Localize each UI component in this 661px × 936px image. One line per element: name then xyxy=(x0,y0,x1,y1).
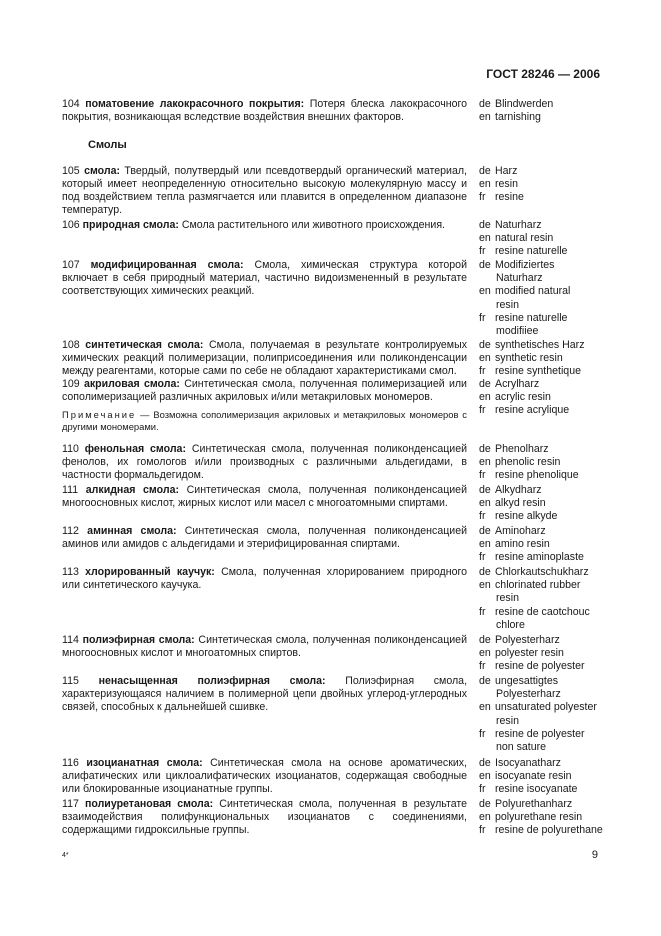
term-definition: Синтетическая смола, полученная поликонденсацией аминов или амидов с альдегидами и этерифицированная спиртами. xyxy=(62,525,468,550)
lang-code: en xyxy=(479,579,491,592)
note xyxy=(62,409,467,433)
translation-text: chlorinated rubber xyxy=(495,579,581,592)
translation-text: Aminoharz xyxy=(495,525,546,537)
translation-block xyxy=(479,634,629,674)
translation-text: synthetic resin xyxy=(495,352,563,365)
term-entry xyxy=(62,757,467,796)
term-entry xyxy=(62,484,467,510)
term-entry xyxy=(62,165,467,217)
translation-text: resine alkyde xyxy=(495,510,558,523)
translation-text: amino resin xyxy=(495,538,550,551)
translation-text: Acrylharz xyxy=(495,378,540,390)
term-number: 116 xyxy=(62,757,79,769)
translation-text: phenolic resin xyxy=(495,456,561,469)
translation-continuation: Polyesterharz xyxy=(496,688,561,701)
translation-text: Chlorkautschukharz xyxy=(495,566,589,578)
term-number: 110 xyxy=(62,443,79,455)
section-title: Смолы xyxy=(88,139,127,151)
term-number: 112 xyxy=(62,525,79,537)
lang-code: en xyxy=(479,285,491,298)
footer-mark: 4* xyxy=(62,852,69,859)
term-name: полиэфирная смола: xyxy=(82,634,195,646)
translation-text: Polyesterharz xyxy=(495,634,560,646)
term-definition: Синтетическая смола, полученная полимеризацией или сополимеризацией различных акриловых и/или метакриловых мономеров. xyxy=(62,378,467,403)
lang-code: en xyxy=(479,647,491,660)
translation-text: Isocyanatharz xyxy=(495,757,561,769)
translation-block xyxy=(479,566,629,632)
term-definition: Синтетическая смола, полученная поликонденсацией многоосновных кислот, жирных кислот или масел с многоатомными спиртами. xyxy=(62,484,467,509)
term-number: 111 xyxy=(62,484,79,496)
translation-text: resine naturelle xyxy=(495,245,568,258)
lang-code: en xyxy=(479,391,491,404)
lang-code: de xyxy=(479,378,491,390)
translation-text: resine de polyester xyxy=(495,727,585,740)
lang-code: fr xyxy=(479,245,486,258)
lang-code: fr xyxy=(479,311,486,324)
translation-text: tarnishing xyxy=(495,111,541,124)
translation-continuation: non sature xyxy=(496,741,547,754)
term-definition: Потеря блеска лакокрасочного покрытия, возникающая вследствие воздействия внешних факторов. xyxy=(62,98,467,123)
translation-continuation: modifiiee xyxy=(496,325,539,338)
term-entry xyxy=(62,443,467,482)
translation-block xyxy=(479,378,629,418)
translation-text: resine isocyanate xyxy=(495,783,578,796)
translation-text: Polyurethanharz xyxy=(495,798,573,810)
translation-text: Harz xyxy=(495,165,518,177)
lang-code: en xyxy=(479,352,491,365)
lang-code: fr xyxy=(479,404,486,417)
translation-block xyxy=(479,798,629,838)
term-number: 106 xyxy=(62,219,80,231)
translation-text: resine phenolique xyxy=(495,469,579,482)
translation-block xyxy=(479,219,629,259)
translation-continuation: chlore xyxy=(496,618,525,631)
translation-block xyxy=(479,339,629,379)
lang-code: de xyxy=(479,165,491,177)
translation-text: resine synthetique xyxy=(495,365,581,378)
term-definition: Синтетическая смола, полученная поликонденсацией многоосновных кислот и многоатомных спиртов. xyxy=(62,634,467,659)
lang-code: fr xyxy=(479,605,486,618)
lang-code: fr xyxy=(479,469,486,482)
term-entry xyxy=(62,566,467,592)
lang-code: de xyxy=(479,98,491,110)
translation-block xyxy=(479,165,629,205)
lang-code: fr xyxy=(479,824,486,837)
translation-continuation: Naturharz xyxy=(496,272,543,285)
translation-block xyxy=(479,259,629,338)
term-entry xyxy=(62,98,467,124)
term-entry xyxy=(62,525,467,551)
translation-text: resine aminoplaste xyxy=(495,551,584,564)
translation-text: modified natural xyxy=(495,285,571,298)
note-label: Примечание xyxy=(62,409,137,420)
translation-block xyxy=(479,757,629,797)
term-name: изоцианатная смола: xyxy=(86,757,203,769)
translation-text: resin xyxy=(495,178,518,191)
term-name: модифицированная смола: xyxy=(90,259,244,271)
lang-code: fr xyxy=(479,551,486,564)
term-definition: Смола, получаемая в результате контролируемых химических реакций полимеризации, полиприсоединения или поликонденсации между реагентами, которые сами по себе не обладают характеристиками смол. xyxy=(62,339,467,377)
translation-block xyxy=(479,443,629,483)
lang-code: de xyxy=(479,634,491,646)
term-entry xyxy=(62,259,467,298)
term-name: аминная смола: xyxy=(87,525,177,537)
translation-text: Modifiziertes xyxy=(495,259,555,271)
lang-code: en xyxy=(479,811,491,824)
translation-text: resine de caotchouc xyxy=(495,605,590,618)
translation-block xyxy=(479,98,629,124)
term-name: природная смола: xyxy=(82,219,179,231)
translation-text: alkyd resin xyxy=(495,497,546,510)
translation-continuation: resin xyxy=(496,714,519,727)
term-definition: Твердый, полутвердый или псевдотвердый органический материал, который имеет неопределенную относительно высокую молекулярную массу и под воздействием тепла размягчается или плавится в определенном диапазоне температур. xyxy=(62,165,467,216)
term-name: акриловая смола: xyxy=(83,378,180,390)
lang-code: de xyxy=(479,798,491,810)
translation-text: polyurethane resin xyxy=(495,811,583,824)
term-definition: Синтетическая смола, полученная поликонденсацией фенолов, их гомологов и/или производных с различными альдегидами, в частности формальдегидом. xyxy=(62,443,468,481)
term-name: синтетическая смола: xyxy=(85,339,204,351)
term-name: полиуретановая смола: xyxy=(84,798,214,810)
lang-code: de xyxy=(479,757,491,769)
lang-code: en xyxy=(479,178,491,191)
term-number: 108 xyxy=(62,339,80,351)
translation-text: synthetisches Harz xyxy=(495,339,585,351)
lang-code: en xyxy=(479,497,491,510)
term-definition: Синтетическая смола на основе ароматических, алифатических или циклоалифатических изоцианатов, содержащая свободные или блокированные изоцианатные группы. xyxy=(62,757,467,795)
translation-continuation: resin xyxy=(496,298,519,311)
term-number: 104 xyxy=(62,98,80,110)
lang-code: en xyxy=(479,538,491,551)
note-text: — Возможна сополимеризация акриловых и метакриловых мономеров с другими мономерами. xyxy=(62,409,467,432)
term-entry xyxy=(62,339,467,378)
term-entry xyxy=(62,378,467,404)
lang-code: en xyxy=(479,111,491,124)
term-number: 113 xyxy=(62,566,79,578)
translation-text: Blindwerden xyxy=(495,98,554,110)
term-name: поматовение лакокрасочного покрытия: xyxy=(85,98,305,110)
term-entry xyxy=(62,675,467,714)
translation-block xyxy=(479,675,629,754)
lang-code: en xyxy=(479,232,491,245)
translation-text: resine de polyester xyxy=(495,660,585,673)
term-definition: Полиэфирная смола, характеризующаяся наличием в полимерной цепи двойных углерод-углеродных связей, способных к дальнейшей сшивке. xyxy=(62,675,468,713)
lang-code: de xyxy=(479,259,491,271)
term-definition: Смола, полученная хлорированием природного или синтетического каучука. xyxy=(62,566,467,591)
term-number: 109 xyxy=(62,378,80,390)
translation-text: acrylic resin xyxy=(495,391,551,404)
term-number: 114 xyxy=(62,634,79,646)
lang-code: en xyxy=(479,701,491,714)
term-name: ненасыщенная полиэфирная смола: xyxy=(98,675,326,687)
lang-code: de xyxy=(479,484,491,496)
translation-text: resine naturelle xyxy=(495,311,568,324)
lang-code: fr xyxy=(479,783,486,796)
page-number: 9 xyxy=(591,849,598,861)
lang-code: fr xyxy=(479,727,486,740)
document-header: ГОСТ 28246 — 2006 xyxy=(486,67,600,81)
term-number: 117 xyxy=(62,798,79,810)
translation-text: Phenolharz xyxy=(495,443,549,455)
term-number: 107 xyxy=(62,259,80,271)
translation-continuation: resin xyxy=(496,592,519,605)
term-name: хлорированный каучук: xyxy=(85,566,215,578)
translation-text: Naturharz xyxy=(495,219,542,231)
lang-code: de xyxy=(479,675,491,687)
term-name: алкидная смола: xyxy=(85,484,179,496)
term-name: фенольная смола: xyxy=(84,443,186,455)
term-entry xyxy=(62,798,467,837)
lang-code: de xyxy=(479,525,491,537)
term-entry xyxy=(62,634,467,660)
term-number: 105 xyxy=(62,165,80,177)
lang-code: de xyxy=(479,566,491,578)
lang-code: fr xyxy=(479,191,486,204)
term-definition: Смола, химическая структура которой включает в себя природный материал, частично видоизмененный в результате соответствующих химических реакций. xyxy=(62,259,467,297)
translation-text: resine xyxy=(495,191,524,204)
lang-code: fr xyxy=(479,660,486,673)
lang-code: fr xyxy=(479,365,486,378)
translation-text: ungesattigtes xyxy=(495,675,559,687)
translation-block xyxy=(479,525,629,565)
lang-code: de xyxy=(479,443,491,455)
translation-text: unsaturated polyester xyxy=(495,701,597,714)
lang-code: en xyxy=(479,770,491,783)
term-number: 115 xyxy=(62,675,79,687)
lang-code: fr xyxy=(479,510,486,523)
lang-code: de xyxy=(479,219,491,231)
translation-text: resine acrylique xyxy=(495,404,570,417)
translation-block xyxy=(479,484,629,524)
translation-text: isocyanate resin xyxy=(495,770,572,783)
lang-code: en xyxy=(479,456,491,469)
term-name: смола: xyxy=(84,165,121,177)
translation-text: polyester resin xyxy=(495,647,564,660)
term-entry xyxy=(62,219,467,232)
translation-text: resine de polyurethane xyxy=(495,824,603,837)
term-definition: Смола растительного или животного происхождения. xyxy=(181,219,446,231)
lang-code: de xyxy=(479,339,491,351)
translation-text: Alkydharz xyxy=(495,484,542,496)
translation-text: natural resin xyxy=(495,232,554,245)
term-definition: Синтетическая смола, полученная в результате взаимодействия полифункциональных изоцианатов с соединениями, содержащими гидроксильные группы. xyxy=(62,798,467,836)
